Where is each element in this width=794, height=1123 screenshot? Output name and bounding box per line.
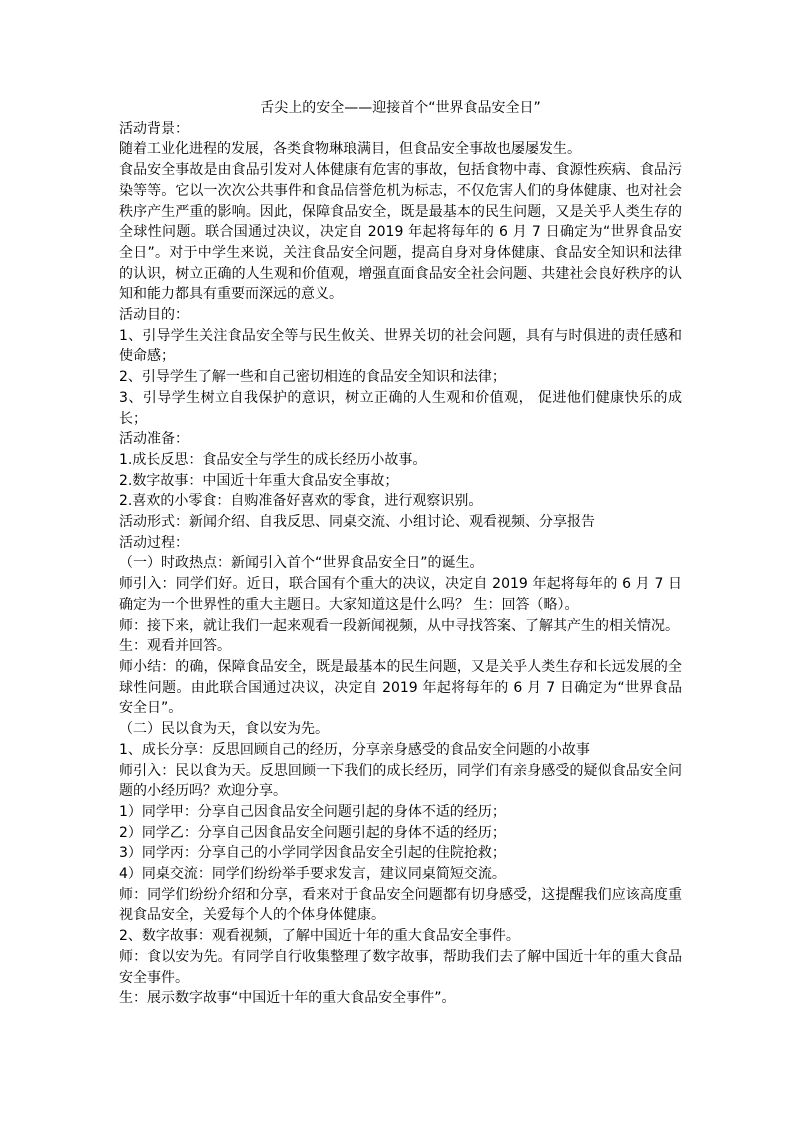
paragraph: 师：食以安为先。有同学自行收集整理了数字故事，帮助我们去了解中国近十年的重大食品安全事件。 (119, 948, 682, 986)
list-item: 1、引导学生关注食品安全等与民生攸关、世界关切的社会问题，具有与时俱进的责任感和使命感； (119, 327, 682, 365)
paragraph: 生：观看并回答。 (119, 638, 231, 655)
paragraph: 师：同学们纷纷介绍和分享，看来对于食品安全问题都有切身感受，这提醒我们应该高度重视食品安全，关爱每个人的个体身体健康。 (119, 886, 682, 924)
section-heading-goals: 活动目的： (119, 307, 189, 324)
section-heading-process: 活动过程： (119, 534, 189, 551)
section-heading-preparation: 活动准备： (119, 431, 189, 448)
paragraph: （一）时政热点：新闻引入首个“世界食品安全日”的诞生。 (119, 555, 484, 572)
paragraph: 食品安全事故是由食品引发对人体健康有危害的事故，包括食物中毒、食源性疾病、食品污染等等。它以一次次公共事件和食品信誉危机为标志，不仅危害人们的身体健康、也对社会秩序产生严重的影响。因此，保障食品安全，既是最基本的民生问题，又是关乎人类生存的全球性问题。联合国通过决议，决定自 2019 年起将每年的 6 月 7 日确定为“世界食品安全日”。对于中学生来说，关注食品安全问题，提高自身对身体健康、食品安全知识和法律的认识，树立正确的人生观和价值观，增强直面食品安全社会问题、共建社会良好秩序的认知和能力都具有重要而深远的意义。 (119, 162, 682, 303)
list-item: 3、引导学生树立自我保护的意识，树立正确的人生观和价值观， 促进他们健康快乐的成长； (119, 389, 682, 427)
list-item: 3）同学丙：分享自己的小学同学因食品安全引起的住院抢救； (119, 845, 506, 862)
paragraph: 活动形式：新闻介绍、自我反思、同桌交流、小组讨论、观看视频、分享报告 (119, 514, 595, 531)
paragraph: 师：接下来，就让我们一起来观看一段新闻视频，从中寻找答案、了解其产生的相关情况。 (119, 617, 679, 634)
section-heading-background: 活动背景： (119, 120, 189, 137)
list-item: 2）同学乙：分享自己因食品安全问题引起的身体不适的经历； (119, 824, 506, 841)
paragraph: 生：展示数字故事“中国近十年的重大食品安全事件”。 (119, 990, 456, 1007)
document-page (119, 98, 682, 1009)
list-item: 1.成长反思：食品安全与学生的成长经历小故事。 (119, 451, 427, 468)
paragraph: 1、成长分享：反思回顾自己的经历，分享亲身感受的食品安全问题的小故事 (119, 741, 590, 758)
list-item: 1）同学甲：分享自己因食品安全问题引起的身体不适的经历； (119, 803, 506, 820)
paragraph: 师引入：同学们好。近日，联合国有个重大的决议，决定自 2019 年起将每年的 6 月 7 日确定为一个世界性的重大主题日。大家知道这是什么吗？ 生：回答（略）。 (119, 576, 682, 613)
paragraph: 师小结：的确，保障食品安全，既是最基本的民生问题，又是关乎人类生存和长远发展的全球性问题。由此联合国通过决议，决定自 2019 年起将每年的 6 月 7 日确定为“世界食品安全日”。 (119, 658, 682, 717)
paragraph: 随着工业化进程的发展，各类食物琳琅满目，但食品安全事故也屡屡发生。 (119, 141, 581, 158)
paragraph: 师引入：民以食为天。反思回顾一下我们的成长经历，同学们有亲身感受的疑似食品安全问题的小经历吗？欢迎分享。 (119, 762, 682, 800)
list-item: 2.数字故事：中国近十年重大食品安全事故； (119, 472, 399, 489)
paragraph: （二）民以食为天，食以安为先。 (119, 721, 329, 738)
paragraph: 2、数字故事：观看视频，了解中国近十年的重大食品安全事件。 (119, 928, 520, 945)
document-title: 舌尖上的安全——迎接首个“世界食品安全日” (260, 100, 541, 116)
list-item: 2.喜欢的小零食：自购准备好喜欢的零食，进行观察识别。 (119, 493, 483, 510)
list-item: 2、引导学生了解一些和自己密切相连的食品安全知识和法律； (119, 369, 506, 386)
list-item: 4）同桌交流：同学们纷纷举手要求发言，建议同桌简短交流。 (119, 866, 506, 883)
